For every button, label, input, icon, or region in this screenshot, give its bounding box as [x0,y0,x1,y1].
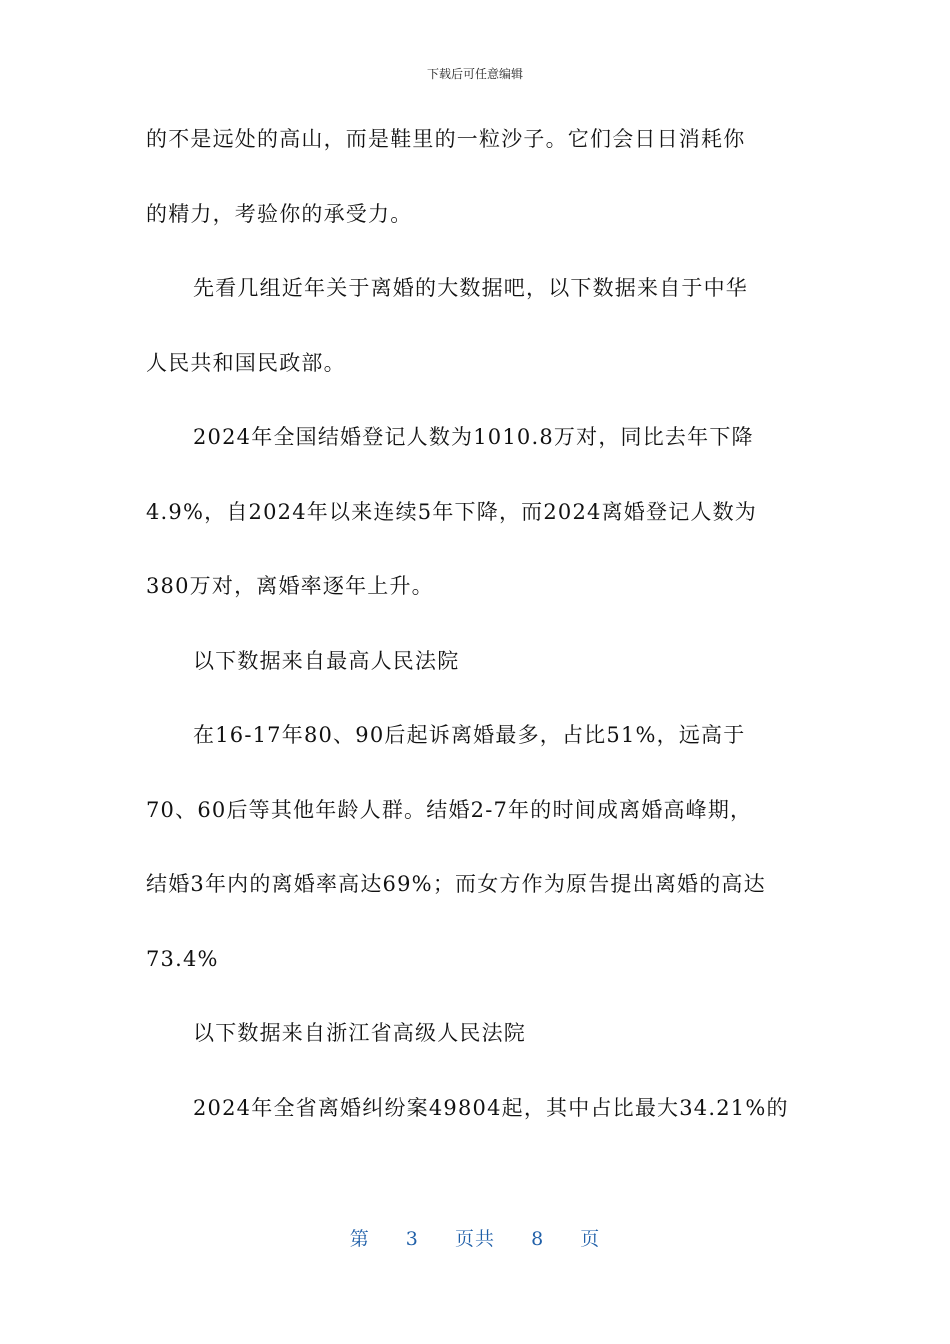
text-line-7: 380万对，离婚率逐年上升。 [146,574,434,598]
text-line-12: 73.4% [146,947,219,971]
text-line-5: 2024年全国结婚登记人数为1010.8万对，同比去年下降 [193,425,754,449]
page-number-total: 8 [531,1228,545,1250]
text-line-3: 先看几组近年关于离婚的大数据吧，以下数据来自于中华 [193,276,748,300]
text-line-2: 的精力，考验你的承受力。 [146,202,413,226]
text-line-13: 以下数据来自浙江省高级人民法院 [193,1021,526,1045]
text-line-6: 4.9%，自2024年以来连续5年下降，而2024离婚登记人数为 [146,500,757,524]
page-footer-prefix: 第 [349,1228,370,1250]
text-line-1: 的不是远处的高山，而是鞋里的一粒沙子。它们会日日消耗你 [146,127,746,151]
page-footer-suffix: 页 [580,1228,601,1250]
text-line-9: 在16-17年80、90后起诉离婚最多，占比51%，远高于 [193,723,746,747]
text-line-4: 人民共和国民政部。 [146,351,346,375]
page-number-current: 3 [405,1228,419,1250]
text-line-8: 以下数据来自最高人民法院 [193,649,460,673]
text-line-14: 2024年全省离婚纠纷案49804起，其中占比最大34.21%的 [193,1096,789,1120]
text-line-11: 结婚3年内的离婚率高达69%；而女方作为原告提出离婚的高达 [146,872,766,896]
text-line-10: 70、60后等其他年龄人群。结婚2-7年的时间成离婚高峰期， [146,798,753,822]
page-footer [0,1226,950,1252]
page-header: 下载后可任意编辑 [426,67,523,81]
page-footer-middle: 页共 [454,1228,495,1250]
